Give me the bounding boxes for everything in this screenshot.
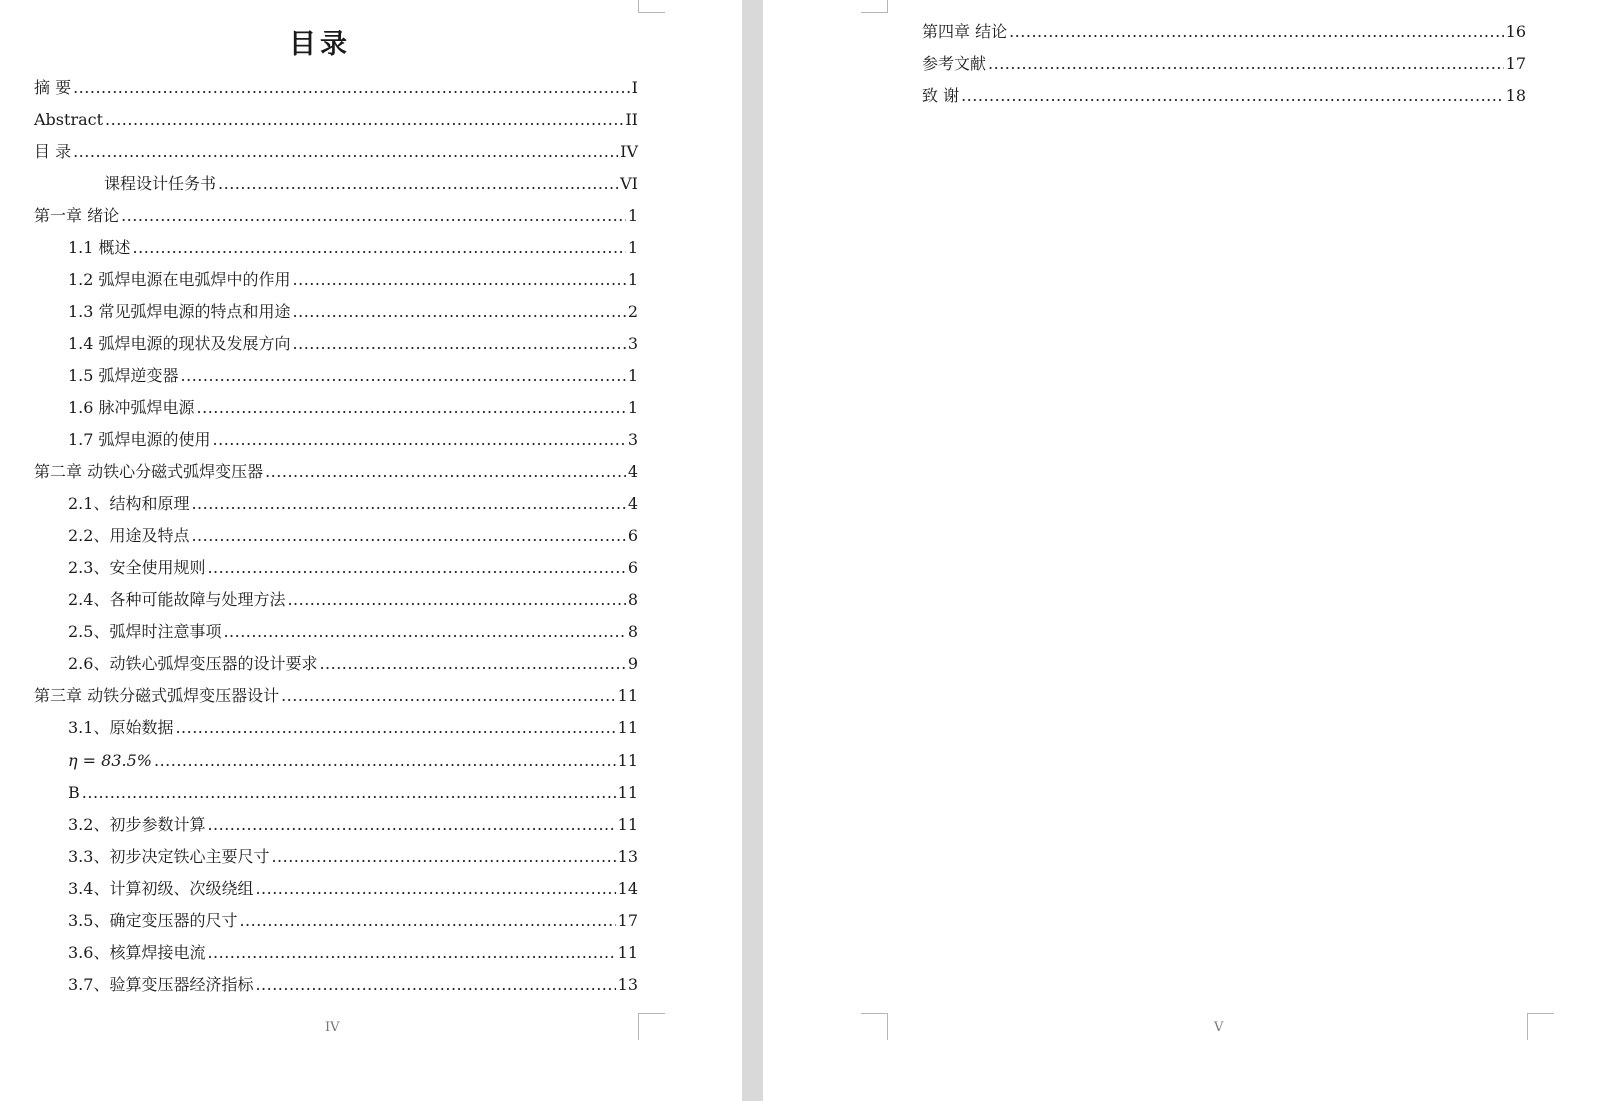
toc-entry-label: 1.3 常见弧焊电源的特点和用途 xyxy=(68,302,291,321)
toc-entry-label: 致 谢 xyxy=(922,86,960,105)
toc-entry-page: 1 xyxy=(627,270,638,289)
margin-corner-mark xyxy=(861,1013,888,1040)
dot-leader xyxy=(181,366,626,386)
toc-entry-label: Abstract xyxy=(34,110,104,129)
toc-entry-page: VI xyxy=(620,174,638,193)
toc-entry-page: II xyxy=(625,110,638,129)
dot-leader xyxy=(82,783,616,803)
dot-leader xyxy=(197,398,626,418)
toc-entry-page: 3 xyxy=(627,430,638,449)
toc-entry[interactable] xyxy=(68,302,638,322)
toc-entry[interactable] xyxy=(68,943,638,963)
toc-entry-label: 第四章 结论 xyxy=(922,22,1008,41)
page-gutter xyxy=(742,0,763,1101)
toc-entry-label: 第三章 动铁分磁式弧焊变压器设计 xyxy=(34,686,280,705)
dot-leader xyxy=(73,142,618,162)
dot-leader xyxy=(105,110,623,130)
toc-entry[interactable] xyxy=(68,815,638,835)
dot-leader xyxy=(207,558,625,578)
toc-entry-page: 11 xyxy=(617,943,638,962)
left-page xyxy=(0,0,742,1101)
toc-entry[interactable] xyxy=(68,847,638,867)
dot-leader xyxy=(175,718,615,738)
dot-leader xyxy=(293,334,626,354)
toc-entry-label: 3.1、原始数据 xyxy=(68,718,174,737)
toc-entry[interactable] xyxy=(34,462,638,482)
toc-entry[interactable] xyxy=(68,270,638,290)
dot-leader xyxy=(271,847,615,867)
toc-entry-label: 2.2、用途及特点 xyxy=(68,526,190,545)
toc-entry-page: 17 xyxy=(1505,54,1526,73)
toc-entry[interactable] xyxy=(922,54,1526,74)
toc-entry-page: 11 xyxy=(617,751,638,770)
toc-entry[interactable] xyxy=(68,622,638,642)
toc-entry[interactable] xyxy=(68,718,638,738)
dot-leader xyxy=(293,302,626,322)
dot-leader xyxy=(191,526,625,546)
toc-entry-page: 1 xyxy=(627,366,638,385)
toc-entry-page: I xyxy=(631,78,638,97)
toc-entry-label: 2.3、安全使用规则 xyxy=(68,558,206,577)
toc-entry-page: 16 xyxy=(1505,22,1526,41)
toc-entry-label: 1.2 弧焊电源在电弧焊中的作用 xyxy=(68,270,291,289)
toc-entry[interactable] xyxy=(922,22,1526,42)
toc-entry[interactable] xyxy=(68,526,638,546)
toc-entry[interactable] xyxy=(68,654,638,674)
dot-leader xyxy=(191,494,625,514)
margin-corner-mark xyxy=(638,0,665,13)
toc-entry-page: 9 xyxy=(627,654,638,673)
dot-leader xyxy=(265,462,626,482)
toc-entry[interactable] xyxy=(68,430,638,450)
toc-entry-label: 第一章 绪论 xyxy=(34,206,120,225)
dot-leader xyxy=(287,590,625,610)
toc-entry-page: 4 xyxy=(627,494,638,513)
dot-leader xyxy=(293,270,626,290)
toc-entry-label: 3.4、计算初级、次级绕组 xyxy=(68,879,254,898)
toc-entry[interactable] xyxy=(34,110,638,130)
toc-entry[interactable] xyxy=(922,86,1526,106)
toc-entry-label: 1.7 弧焊电源的使用 xyxy=(68,430,211,449)
toc-entry-page: 13 xyxy=(617,975,638,994)
dot-leader xyxy=(223,622,625,642)
toc-entry-page: 18 xyxy=(1505,86,1526,105)
toc-entry[interactable] xyxy=(104,174,638,194)
toc-entry-page: 13 xyxy=(617,847,638,866)
dot-leader xyxy=(133,238,626,258)
toc-entry-page: 11 xyxy=(617,686,638,705)
right-page xyxy=(763,0,1613,1101)
dot-leader xyxy=(988,54,1504,74)
toc-entry-page: 4 xyxy=(627,462,638,481)
toc-entry[interactable] xyxy=(68,975,638,995)
dot-leader xyxy=(207,815,615,835)
toc-entry-label: 2.6、动铁心弧焊变压器的设计要求 xyxy=(68,654,318,673)
toc-entry[interactable] xyxy=(68,238,638,258)
toc-entry-page: 1 xyxy=(627,238,638,257)
toc-title: 目录 xyxy=(289,29,351,60)
toc-entry-label: 2.5、弧焊时注意事项 xyxy=(68,622,222,641)
toc-entry-label: 目 录 xyxy=(34,142,72,161)
toc-entry[interactable] xyxy=(68,334,638,354)
toc-entry-page: 11 xyxy=(617,815,638,834)
toc-entry[interactable] xyxy=(34,142,638,162)
page-number-footer: IV xyxy=(325,1020,340,1035)
toc-entry-label: 3.5、确定变压器的尺寸 xyxy=(68,911,238,930)
toc-entry[interactable] xyxy=(68,751,638,771)
dot-leader xyxy=(239,911,615,931)
page-number-footer: V xyxy=(1214,1020,1224,1035)
toc-entry[interactable] xyxy=(68,398,638,418)
toc-entry[interactable] xyxy=(34,686,638,706)
toc-entry-page: 8 xyxy=(627,622,638,641)
toc-entry[interactable] xyxy=(68,558,638,578)
toc-entry[interactable] xyxy=(68,494,638,514)
toc-entry-label: 2.1、结构和原理 xyxy=(68,494,190,513)
toc-entry-page: 2 xyxy=(627,302,638,321)
dot-leader xyxy=(207,943,615,963)
toc-entry[interactable] xyxy=(34,206,638,226)
toc-entry-label: B xyxy=(68,783,80,802)
toc-entry-page: 1 xyxy=(627,398,638,417)
toc-entry-label: 2.4、各种可能故障与处理方法 xyxy=(68,590,286,609)
toc-entry-label: 第二章 动铁心分磁式弧焊变压器 xyxy=(34,462,264,481)
toc-entry-page: 17 xyxy=(617,911,638,930)
margin-corner-mark xyxy=(1527,1013,1554,1040)
toc-entry-page: IV xyxy=(620,142,638,161)
toc-entry-label: 1.4 弧焊电源的现状及发展方向 xyxy=(68,334,291,353)
toc-entry-label: 3.2、初步参数计算 xyxy=(68,815,206,834)
toc-entry-page: 3 xyxy=(627,334,638,353)
toc-entry-label: 1.5 弧焊逆变器 xyxy=(68,366,179,385)
toc-entry[interactable] xyxy=(68,911,638,931)
dot-leader xyxy=(281,686,616,706)
toc-entry-page: 11 xyxy=(617,783,638,802)
toc-entry[interactable] xyxy=(68,783,638,803)
margin-corner-mark xyxy=(638,1013,665,1040)
dot-leader xyxy=(319,654,625,674)
toc-entry-page: 8 xyxy=(627,590,638,609)
dot-leader xyxy=(73,78,630,98)
toc-entry[interactable] xyxy=(68,879,638,899)
toc-entry-page: 1 xyxy=(627,206,638,225)
toc-entry-label: 3.3、初步决定铁心主要尺寸 xyxy=(68,847,270,866)
toc-entry[interactable] xyxy=(68,590,638,610)
toc-entry-page: 6 xyxy=(627,558,638,577)
toc-entry-label: 1.6 脉冲弧焊电源 xyxy=(68,398,195,417)
dot-leader xyxy=(255,975,615,995)
toc-entry-label: 摘 要 xyxy=(34,78,72,97)
dot-leader xyxy=(213,430,626,450)
dot-leader xyxy=(255,879,615,899)
toc-entry-label: 参考文献 xyxy=(922,54,987,73)
toc-entry-page: 6 xyxy=(627,526,638,545)
toc-entry-label: η = 83.5% xyxy=(68,751,152,770)
dot-leader xyxy=(961,86,1504,106)
dot-leader xyxy=(154,751,616,771)
margin-corner-mark xyxy=(861,0,888,13)
toc-entry-page: 14 xyxy=(617,879,638,898)
toc-entry[interactable] xyxy=(68,366,638,386)
dot-leader xyxy=(121,206,626,226)
toc-entry-label: 课程设计任务书 xyxy=(104,174,217,193)
toc-entry[interactable] xyxy=(34,78,638,98)
toc-entry-label: 3.7、验算变压器经济指标 xyxy=(68,975,254,994)
toc-entry-page: 11 xyxy=(617,718,638,737)
toc-entry-label: 3.6、核算焊接电流 xyxy=(68,943,206,962)
dot-leader xyxy=(218,174,618,194)
dot-leader xyxy=(1009,22,1504,42)
toc-entry-label: 1.1 概述 xyxy=(68,238,131,257)
